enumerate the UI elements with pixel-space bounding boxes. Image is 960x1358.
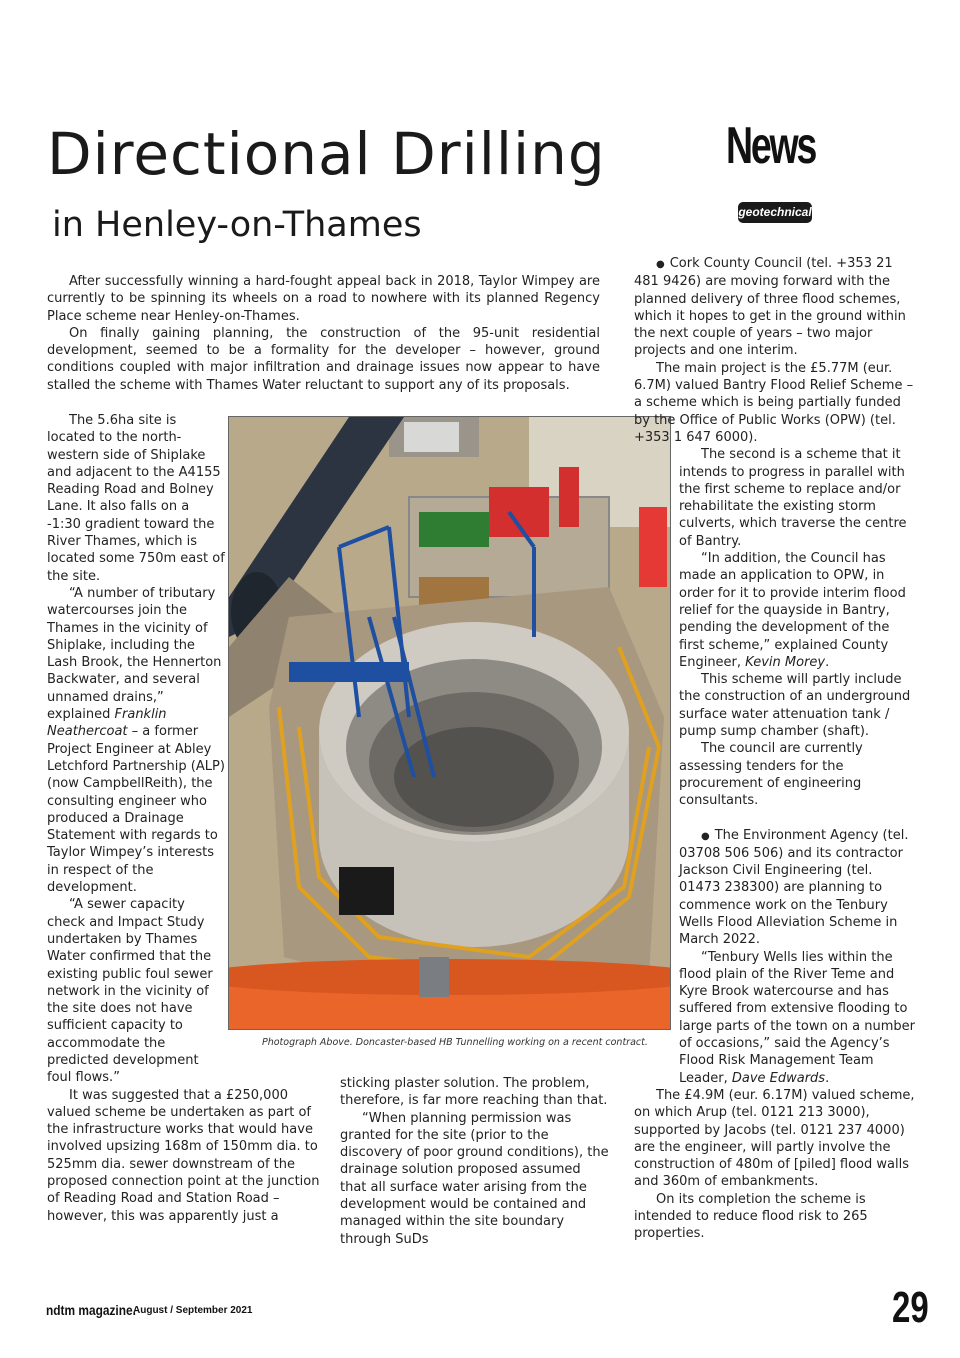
paragraph: “A number of tributary watercourses join the Thames in the vicinity of Shiplake, including the Lash Brook, the Hennerton Backwater, and several unnamed drains,” explained Franklin Neathercoat – a former Project Engineer at Abley Letchford Partnership (ALP) (now CampbellReith), the consulting engineer who produced a Drainage Statement with regards to Taylor Wimpey’s interests in respect of the development. [47,585,225,896]
person-name: Franklin Neathercoat [47,707,167,740]
paragraph: “In addition, the Council has made an application to OPW, in order for it to provide interim flood relief for the quayside in Bantry, pending the development of the first scheme,” explained County Engineer, Kevin Morey. [679,551,906,670]
paragraph: This scheme will partly include the construction of an underground surface water attenuation tank / pump sump chamber (shaft). [679,672,911,740]
intro-paragraph: On finally gaining planning, the construction of the 95-unit residential development, seemed to be a formality for the developer – however, ground conditions coupled with major infiltration and drainage issues now appear to have stalled the scheme with Thames Water reluctant to support any of its proposals. [47,325,600,393]
paragraph: The £4.9M (eur. 6.17M) valued scheme, on which Arup (tel. 0121 213 3000), supported by Jacobs (tel. 0121 237 4000) are the engineer, will partly involve the construction of 480m of [piled] flood walls and 360m of embankments. [634,1087,915,1190]
paragraph: It was suggested that a £250,000 valued scheme be undertaken as part of the infrastructure works that would have involved upsizing 168m of 150mm dia. to 525mm dia. sewer downstream of the proposed connection point at the junction of Reading Road and Station Road – however, this was apparently just a [47,1087,320,1224]
section-label: News [726,117,816,175]
article-photo [228,416,671,1030]
article-subtitle: in Henley-on-Thames [52,205,422,245]
person-name: Kevin Morey [745,654,826,670]
issue-date: August / September 2021 [133,1305,253,1316]
photo-caption: Photograph Above. Doncaster-based HB Tunnelling working on a recent contract. [262,1037,648,1048]
page-number: 29 [892,1283,929,1332]
paragraph: sticking plaster solution. The problem, therefore, is far more reaching than that. [340,1076,608,1109]
bullet-paragraph: ● Cork County Council (tel. +353 21 481 9426) are moving forward with the planned delivery of three flood schemes, which it hopes to get in the ground within the next couple of years – two major projects and one interim. [634,255,916,360]
paragraph: “Tenbury Wells lies within the flood plain of the River Teme and Kyre Brook watercourse and has suffered from extensive flooding to large parts of the town on a number of occasions,” said the Agency’s Flood Risk Management Team Leader, Dave Edwards. [679,949,915,1086]
bullet-paragraph: ● The Environment Agency (tel. 03708 506 506) and its contractor Jackson Civil Engineering (tel. 01473 238300) are planning to commence work on the Tenbury Wells Flood Alleviation Scheme in March 2022. [679,827,916,949]
article-intro [47,273,600,394]
column-middle [340,1075,610,1248]
paragraph: “A sewer capacity check and Impact Study undertaken by Thames Water confirmed that the existing public foul sewer network in the vicinity of the site does not have sufficient capacity to accommodate the predicted development foul flows.” [47,897,213,1086]
person-name: Dave Edwards [731,1070,826,1086]
paragraph: The main project is the £5.77M (eur. 6.7M) valued Bantry Flood Relief Scheme – a scheme which is being partially funded by the Office of Public Works (OPW) (tel. +353 1 647 6000). [634,360,914,445]
paragraph: The 5.6ha site is located to the north-western side of Shiplake and adjacent to the A4155 Reading Road and Bolney Lane. It also falls on a -1:30 gradient toward the River Thames, which is located some 750m east of the site. [47,413,225,584]
section-badge: geotechnical [738,202,812,223]
paragraph: “When planning permission was granted for the site (prior to the discovery of poor ground conditions), the drainage solution proposed assumed that all surface water arising from the development would be contained and managed within the site boundary through SuDs [340,1110,609,1247]
intro-paragraph: After successfully winning a hard-fought appeal back in 2018, Taylor Wimpey are currently to be spinning its wheels on a road to nowhere with its planned Regency Place scheme near Henley-on-Thames. [47,274,600,324]
paragraph: On its completion the scheme is intended to reduce flood risk to 265 properties. [634,1191,868,1242]
column-right [634,255,916,1243]
article-title: Directional Drilling [47,120,606,188]
shaft-construction-illustration [229,417,670,1029]
paragraph: The second is a scheme that it intends to progress in parallel with the first scheme to replace and/or rehabilitate the existing storm culverts, which traverse the centre of Bantry. [679,447,907,549]
paragraph: The council are currently assessing tenders for the procurement of engineering consultants. [679,741,863,809]
magazine-name: ndtm magazine. [46,1302,136,1318]
